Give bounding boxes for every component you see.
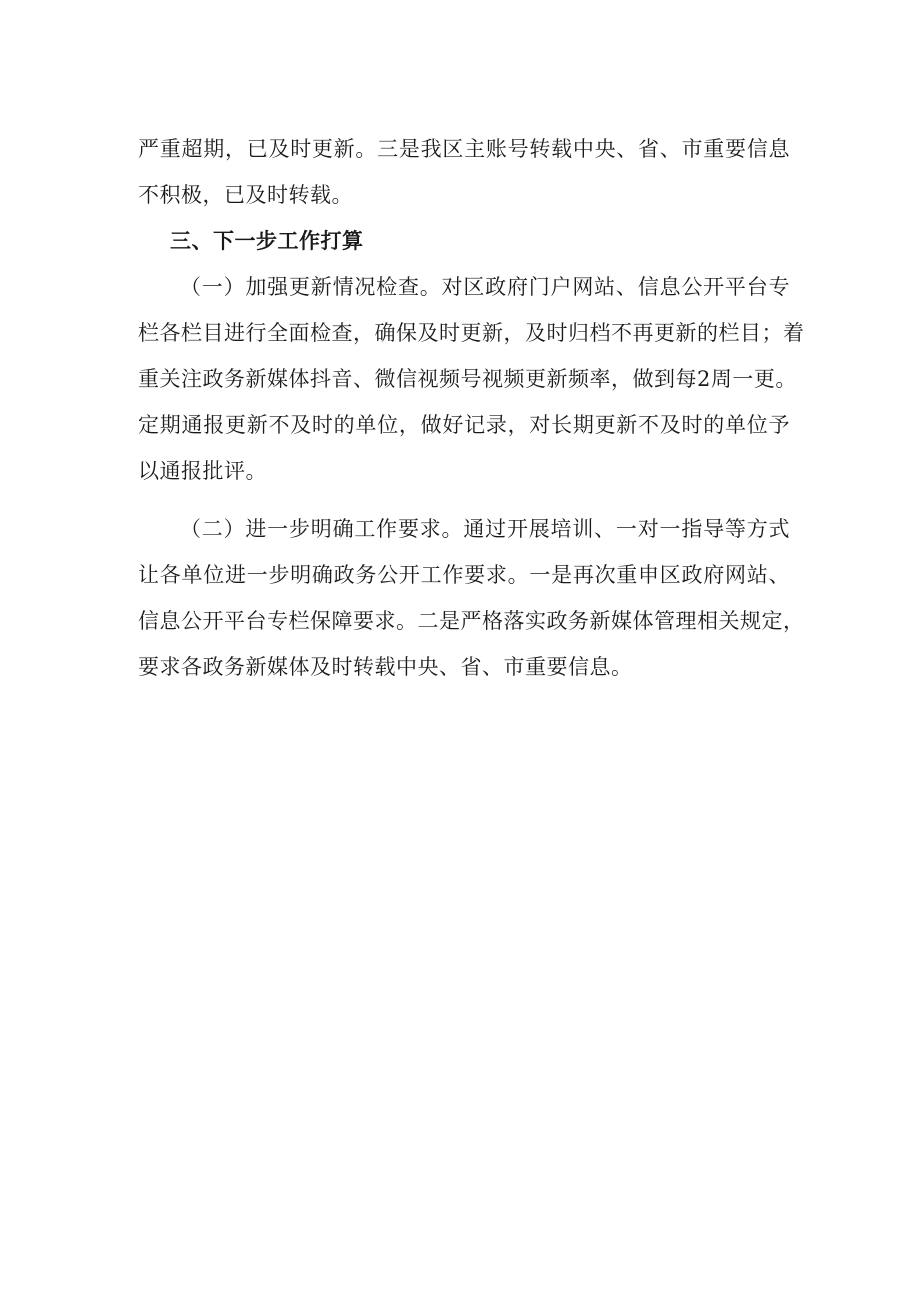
paragraph-clarify-work-requirements xyxy=(138,506,805,690)
document-body xyxy=(138,126,805,690)
text-line: 要求各政务新媒体及时转载中央、省、市重要信息。 xyxy=(138,655,633,679)
text-line: 信息公开平台专栏保障要求。二是严格落实政务新媒体管理相关规定， xyxy=(138,609,805,633)
text-line: 让各单位进一步明确政务公开工作要求。一是再次重申区政府网站、 xyxy=(138,563,790,587)
section-heading: 三、下一步工作打算 xyxy=(170,229,364,253)
text-line: （二）进一步明确工作要求。通过开展培训、一对一指导等方式 xyxy=(180,517,790,541)
text-line: （一）加强更新情况检查。对区政府门户网站、信息公开平台专 xyxy=(180,275,790,299)
paragraph-strengthen-update-checks xyxy=(138,264,805,494)
text-line: 以通报批评。 xyxy=(138,459,267,483)
paragraph-spacer xyxy=(138,494,790,506)
text-line: 定期通报更新不及时的单位，做好记录，对长期更新不及时的单位予 xyxy=(138,413,790,437)
text-line: 不积极，已及时转载。 xyxy=(138,183,353,207)
intro-paragraph xyxy=(138,126,790,218)
text-line: 严重超期，已及时更新。三是我区主账号转载中央、省、市重要信息 xyxy=(138,137,790,161)
text-line: 重关注政务新媒体抖音、微信视频号视频更新频率，做到每2周一更。 xyxy=(138,367,797,391)
text-line: 栏各栏目进行全面检查，确保及时更新，及时归档不再更新的栏目；着 xyxy=(138,321,805,345)
